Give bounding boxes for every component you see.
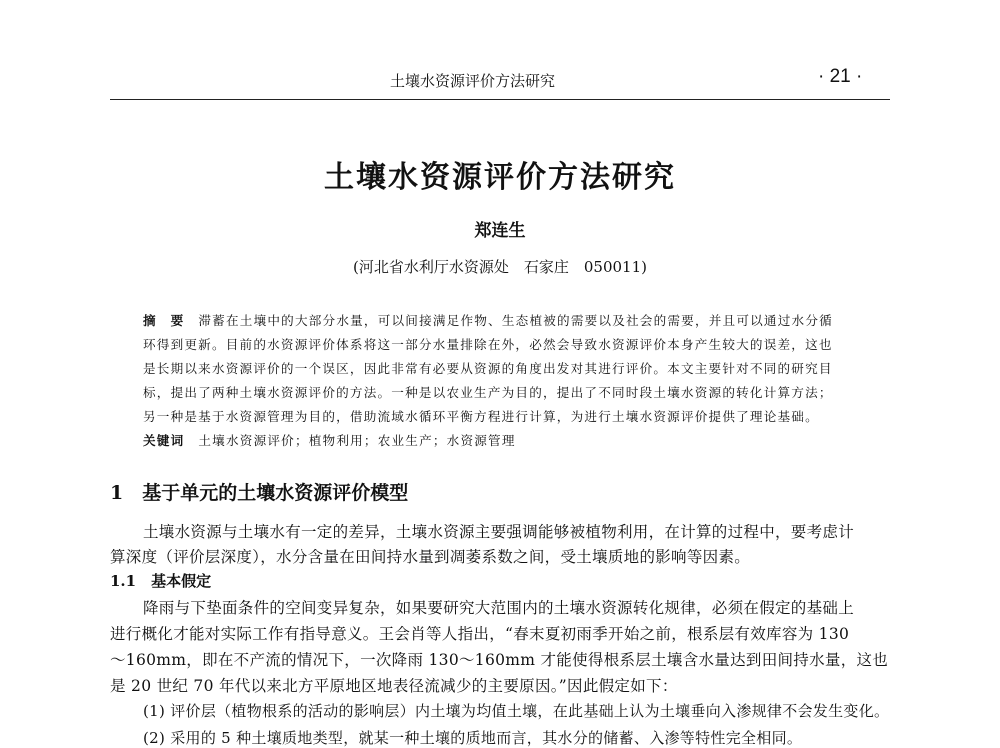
abstract-line: 另一种是基于水资源管理为目的，借助流域水循环平衡方程进行计算，为进行土壤水资源评价提供了理论基础。 [143,409,819,424]
body-line: 降雨与下垫面条件的空间变异复杂，如果要研究大范围内的土壤水资源转化规律，必须在假定的基础上 [143,599,855,617]
author: 郑连生 [474,221,526,241]
list-item: (2) 采用的 5 种土壤质地类型，就某一种土壤的质地而言，其水分的储蓄、入渗等特性完全相同。 [143,729,803,747]
abstract-line: 标，提出了两种土壤水资源评价的方法。一种是以农业生产为目的，提出了不同时段土壤水资源的转化计算方法； [143,385,833,400]
section-heading: 1 基于单元的土壤水资源评价模型 [110,482,409,504]
body-line: 进行概化才能对实际工作有指导意义。王会肖等人指出，“春末夏初雨季开始之前，根系层有效库容为 130 [110,625,850,643]
article-title: 土壤水资源评价方法研究 [324,160,676,195]
running-header: 土壤水资源评价方法研究 [390,72,556,90]
affiliation: (河北省水利厅水资源处 石家庄 050011) [353,258,647,276]
body-line: 算深度（评价层深度），水分含量在田间持水量到凋萎系数之间，受土壤质地的影响等因素。 [110,548,751,566]
subsection-heading: 1.1 基本假定 [110,572,212,590]
body-line: 土壤水资源与土壤水有一定的差异，土壤水资源主要强调能够被植物利用，在计算的过程中，要考虑计 [143,523,855,541]
keywords-label: 关键词 [143,433,185,448]
header-rule [110,99,890,100]
abstract-line: 是长期以来水资源评价的一个误区，因此非常有必要从资源的角度出发对其进行评价。本文主要针对不同的研究目 [143,361,833,376]
abstract-line: 环得到更新。目前的水资源评价体系将这一部分水量排除在外，必然会导致水资源评价本身产生较大的误差，这也 [143,337,833,352]
list-item: (1) 评价层（植物根系的活动的影响层）内土壤为均值土壤，在此基础上认为土壤垂向入渗规律不会发生变化。 [143,702,890,720]
keywords-text: 土壤水资源评价；植物利用；农业生产；水资源管理 [198,433,516,448]
page-number: · 21 · [818,66,863,87]
abstract-label: 摘 要 [143,313,185,328]
abstract-text: 滞蓄在土壤中的大部分水量，可以间接满足作物、生态植被的需要以及社会的需要，并且可以通过水分循 [198,313,833,328]
body-line: ～160mm，即在不产流的情况下，一次降雨 130～160mm 才能使得根系层土壤含水量达到田间持水量，这也 [110,651,889,669]
keywords-line [143,430,516,449]
abstract-line [143,310,833,329]
body-line: 是 20 世纪 70 年代以来北方平原地区地表径流减少的主要原因。”因此假定如下： [110,677,678,695]
